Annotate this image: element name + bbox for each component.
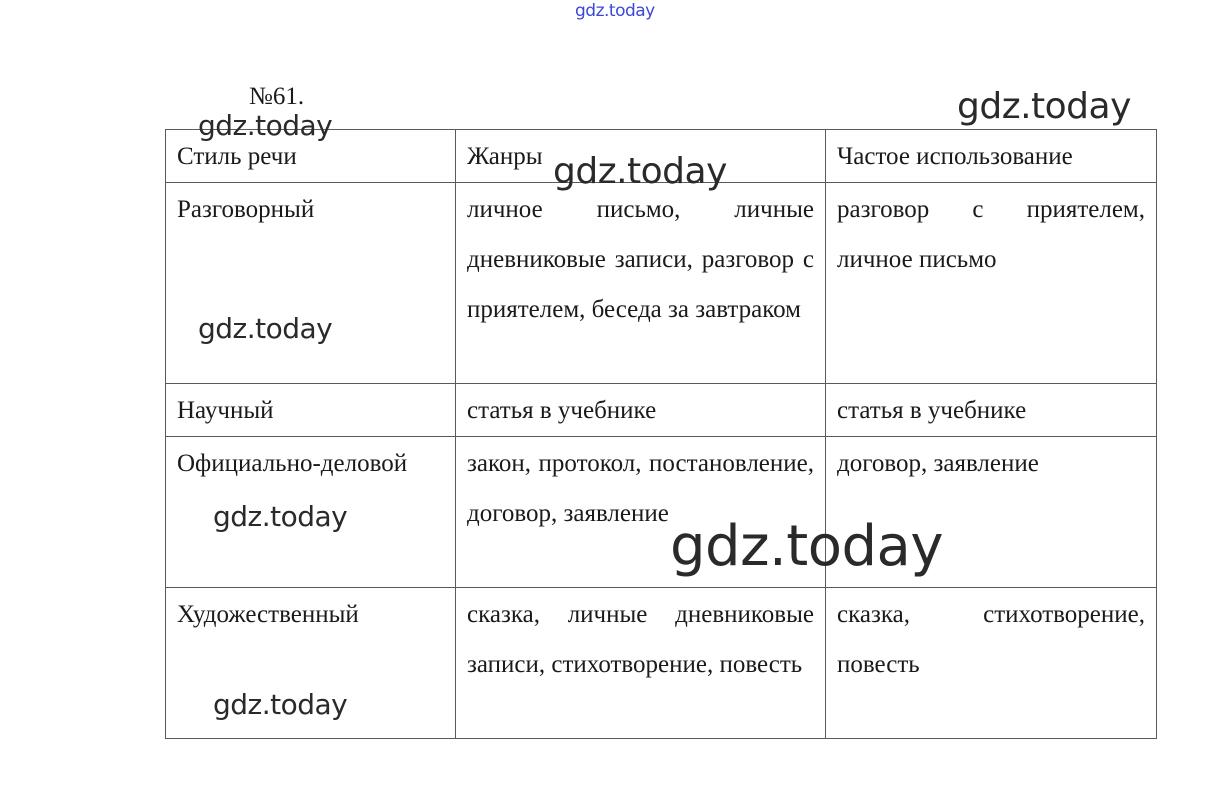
- watermark: gdz.today: [957, 86, 1131, 127]
- header-genres: Жанры: [456, 130, 826, 183]
- header-usage: Частое использование: [826, 130, 1157, 183]
- style-cell: Разговорный: [166, 183, 456, 384]
- style-cell: Официально-деловой: [166, 437, 456, 588]
- watermark: gdz.today: [670, 514, 944, 579]
- usage-cell: договор, заявление: [826, 437, 1157, 588]
- table-row: [166, 384, 1157, 437]
- watermark: gdz.today: [553, 151, 727, 192]
- usage-cell: разговор с приятелем, личное письмо: [826, 183, 1157, 384]
- task-number: №61.: [249, 83, 305, 110]
- genres-cell: закон, протокол, постановление, договор, заявление: [456, 437, 826, 588]
- watermark: gdz.today: [213, 688, 348, 721]
- genres-cell: сказка, личные дневниковые записи, стихотворение, повесть: [456, 588, 826, 739]
- usage-cell: сказка, стихотворение, повесть: [826, 588, 1157, 739]
- genres-cell: личное письмо, личные дневниковые записи, разговор с приятелем, беседа за завтраком: [456, 183, 826, 384]
- watermark: gdz.today: [198, 109, 333, 142]
- genres-cell: статья в учебнике: [456, 384, 826, 437]
- table-row: [166, 183, 1157, 384]
- speech-styles-table: [165, 129, 1157, 739]
- watermark: gdz.today: [198, 312, 333, 345]
- watermark-top[interactable]: gdz.today: [575, 1, 655, 21]
- style-cell: Художественный: [166, 588, 456, 739]
- style-cell: Научный: [166, 384, 456, 437]
- usage-cell: статья в учебнике: [826, 384, 1157, 437]
- watermark: gdz.today: [213, 500, 348, 533]
- header-style: Стиль речи: [166, 130, 456, 183]
